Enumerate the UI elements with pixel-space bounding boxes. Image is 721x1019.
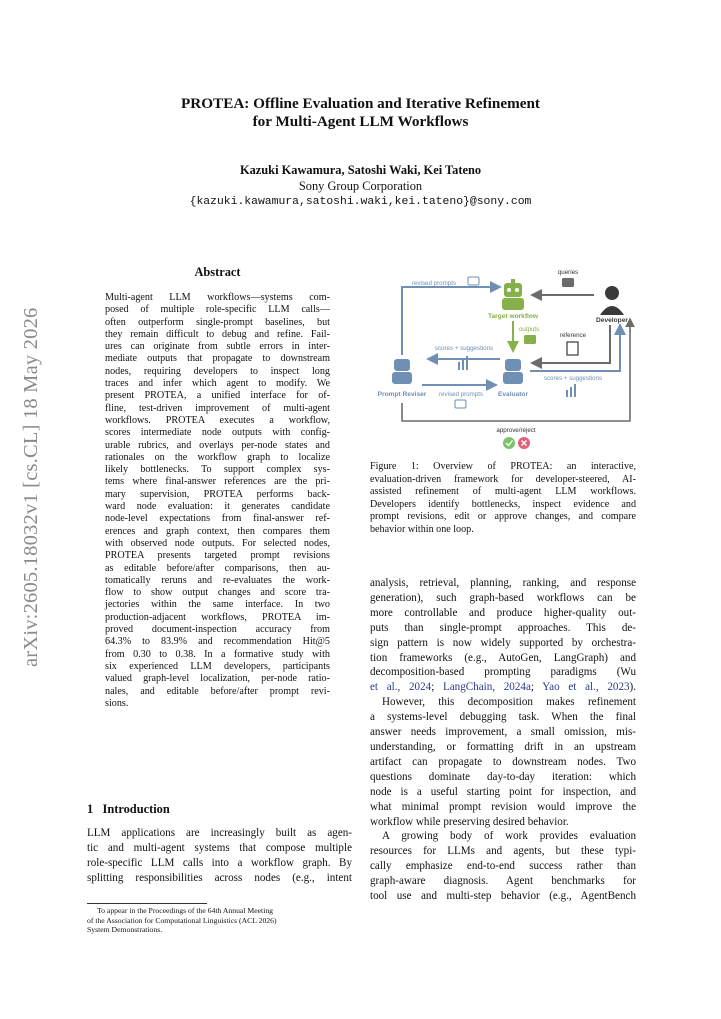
abstract-line: fline, test-driven improvement of multi-agent bbox=[105, 402, 330, 414]
body-line: tool use and multi-step behavior (e.g., AgentBench bbox=[370, 890, 636, 903]
right-column-body bbox=[370, 576, 636, 904]
outputs-label: outputs bbox=[518, 326, 540, 333]
abstract-line: nodes, requiring developers to inspect long bbox=[105, 365, 330, 377]
edge-developer-reference bbox=[532, 325, 610, 363]
abstract-heading: Abstract bbox=[194, 265, 241, 279]
body-line: more controllable and produce higher-quality out- bbox=[370, 606, 636, 619]
authors: Kazuki Kawamura, Satoshi Waki, Kei Tateno bbox=[239, 163, 482, 177]
abstract-line: as editable before/after comparisons, then au- bbox=[105, 562, 330, 574]
abstract-line: tems where final-answer references are the pri- bbox=[105, 476, 330, 488]
abstract-line: jectories within the same interface. In two bbox=[105, 599, 330, 611]
citation-separator: ; bbox=[431, 681, 443, 694]
abstract-line: they remain difficult to debug and refine. Fail- bbox=[105, 328, 330, 340]
revised-prompts-bottom-label: revised prompts bbox=[438, 391, 484, 398]
citation-separator: ; bbox=[530, 681, 543, 694]
abstract-line: erences and graph context, then compares them bbox=[105, 525, 330, 537]
approve-reject-label: approve/reject bbox=[496, 427, 536, 434]
target-workflow-label: Target workflow bbox=[487, 313, 539, 320]
body-line: analysis, retrieval, planning, ranking, and response bbox=[370, 577, 636, 589]
footnote-rule bbox=[87, 903, 207, 904]
abstract-line: from 0.30 to 0.38. In a formative study with bbox=[105, 648, 330, 660]
body-line: artifact can propagate to downstream nodes. Two bbox=[370, 755, 636, 768]
title-line-1: PROTEA: Offline Evaluation and Iterative Refinement bbox=[181, 95, 540, 112]
footnote-line: of the Association for Computational Linguistics (ACL 2026) bbox=[87, 915, 277, 925]
figure-1-diagram bbox=[368, 263, 640, 458]
body-line-text: decomposition-based prompting paradigms (Wu bbox=[370, 666, 636, 679]
abstract-line: PROTEA presents targeted prompt revisions bbox=[105, 550, 330, 562]
caption-line: Developers identify bottlenecks, inspect evidence and bbox=[370, 498, 636, 510]
introduction-body bbox=[87, 826, 352, 886]
citation-link[interactable]: et al., 2024 bbox=[370, 681, 432, 694]
body-line: A growing body of work provides evaluation bbox=[382, 830, 636, 843]
citation-end: ). bbox=[629, 681, 637, 694]
affiliation: Sony Group Corporation bbox=[298, 179, 423, 193]
abstract-line: valued graph-level localization, per-node ratio- bbox=[105, 673, 330, 685]
caption-line: Figure 1: Overview of PROTEA: an interactive, bbox=[370, 461, 636, 472]
section-number: 1 bbox=[87, 802, 94, 816]
body-line bbox=[370, 665, 636, 680]
body-line: workflow while preserving desired behavior. bbox=[370, 815, 569, 828]
abstract-line: traces and infer which agent to modify. We bbox=[105, 378, 330, 390]
evaluator-robot-icon bbox=[503, 359, 523, 384]
intro-line: splitting responsibilities across nodes (e.g., intent bbox=[87, 871, 352, 884]
caption-line: prompt revisions, edit or approve changes, and compare bbox=[370, 511, 636, 522]
revised-prompts-bottom-doc-icon bbox=[455, 400, 466, 408]
section-title: Introduction bbox=[102, 802, 170, 816]
author-emails: {kazuki.kawamura,satoshi.waki,kei.tateno}@sony.com bbox=[189, 196, 532, 208]
body-line: resources for LLMs and agents, but these typi- bbox=[370, 845, 636, 858]
abstract-line: six experienced LLM developers, participants bbox=[105, 660, 330, 672]
abstract-line: scores intermediate node outputs with config- bbox=[105, 427, 330, 439]
footnote-line: To appear in the Proceedings of the 64th Annual Meeting bbox=[97, 906, 274, 915]
abstract-line: posed of multiple role-specific LLM calls— bbox=[105, 304, 330, 316]
abstract-line: nales, and editable before/after prompt revi- bbox=[105, 685, 330, 697]
body-line: However, this decomposition makes refinement bbox=[382, 696, 636, 709]
approve-check-icon bbox=[503, 437, 515, 449]
body-line: understanding, or formatting drift in an upstream bbox=[370, 740, 636, 753]
bar-chart-icon-right bbox=[566, 384, 576, 397]
prompt-reviser-robot-icon bbox=[392, 359, 412, 384]
queries-chat-icon bbox=[562, 278, 574, 287]
abstract-line: proved document-inspection accuracy from bbox=[105, 624, 330, 636]
outputs-chat-icon bbox=[524, 335, 536, 344]
reference-document-icon bbox=[567, 342, 578, 355]
body-line: answer needs improvement, a small omission, mis- bbox=[370, 726, 636, 739]
footnote bbox=[87, 906, 352, 935]
caption-line: evaluation-driven framework for developer-steered, AI- bbox=[370, 473, 636, 485]
body-line: a systems-level debugging task. When the final bbox=[370, 711, 636, 724]
abstract-line: sions. bbox=[105, 697, 129, 709]
revised-prompts-doc-icon bbox=[468, 277, 479, 285]
intro-line: tic and multi-agent systems that compose multiple bbox=[87, 841, 352, 854]
abstract-line: rationales on the workflow graph to localize bbox=[105, 451, 330, 463]
abstract-line: tomatically reruns and re-evaluates the work- bbox=[105, 574, 330, 586]
prompt-reviser-label: Prompt Reviser bbox=[377, 391, 427, 398]
abstract-line: ward node evaluation: it generates candidate bbox=[105, 501, 330, 513]
abstract-line: flow to show output changes and score tra- bbox=[105, 587, 330, 599]
scores-suggestions-left-label: scores + suggestions bbox=[434, 345, 494, 352]
evaluator-label: Evaluator bbox=[497, 391, 529, 398]
abstract-line: ures can originate from subtle errors in inter- bbox=[105, 341, 330, 353]
paper-title bbox=[0, 95, 721, 131]
body-line: node is a useful starting point for inspection, and bbox=[370, 785, 636, 798]
caption-line: assisted refinement of multi-agent LLM workflows. bbox=[370, 486, 636, 497]
abstract-line: often outperform single-prompt baselines, but bbox=[105, 316, 330, 328]
abstract-line: urable rubrics, and overlays per-node states and bbox=[105, 439, 330, 451]
body-line: tion frameworks (e.g., AutoGen, LangGraph) and bbox=[370, 651, 636, 664]
abstract-line: Multi-agent LLM workflows—systems com- bbox=[105, 292, 330, 303]
abstract-line: present PROTEA, a unified interface for of- bbox=[105, 390, 330, 402]
abstract-body bbox=[105, 292, 330, 710]
citation-link[interactable]: Yao et al., 2023 bbox=[542, 681, 630, 694]
abstract-line: 64.3% to 83.9% and recommendation Hit@5 bbox=[105, 636, 330, 648]
body-line: cally emphasize end-to-end success rather than bbox=[370, 860, 636, 873]
footnote-line: System Demonstrations. bbox=[87, 925, 163, 935]
queries-label: queries bbox=[557, 269, 579, 276]
abstract-line: mary supervision, PROTEA performs back- bbox=[105, 488, 330, 500]
citation-line bbox=[370, 680, 636, 695]
intro-line: LLM applications are increasingly built as agen- bbox=[87, 827, 352, 839]
developer-person-icon bbox=[600, 286, 624, 315]
body-line: graph-aware diagnosis. Agent benchmarks for bbox=[370, 875, 636, 888]
abstract-line: workflows. PROTEA executes a workflow, bbox=[105, 414, 330, 426]
revised-prompts-top-label: revised prompts bbox=[411, 280, 457, 287]
workflow-diagram-svg bbox=[368, 263, 640, 458]
section-heading-introduction bbox=[87, 802, 170, 817]
abstract-line: mediate outputs that propagate to downstream bbox=[105, 353, 330, 365]
body-line: what minimal prompt revision would improve the bbox=[370, 800, 636, 813]
abstract-line: node-level expectations from final-answer ref- bbox=[105, 513, 330, 525]
body-line: puts than single-prompt approaches. This de- bbox=[370, 621, 636, 634]
body-line: sign pattern is now widely supported by orchestra- bbox=[370, 636, 636, 649]
developer-label: Developer bbox=[596, 317, 628, 324]
body-line: questions dominate day-to-day iteration: which bbox=[370, 770, 636, 783]
intro-line: role-specific LLM calls into a workflow graph. By bbox=[87, 856, 352, 869]
arxiv-identifier: arXiv:2605.18032v1 [cs.CL] 18 May 2026 bbox=[20, 307, 42, 667]
figure-1-caption bbox=[370, 461, 636, 536]
abstract-line: with observed node outputs. For selected nodes, bbox=[105, 537, 330, 549]
caption-line: behavior within one loop. bbox=[370, 523, 474, 535]
abstract-line: production-adjacent workflows, PROTEA im- bbox=[105, 611, 330, 623]
title-line-2: for Multi-Agent LLM Workflows bbox=[252, 113, 469, 130]
scores-suggestions-right-label: scores + suggestions bbox=[543, 375, 603, 382]
body-line: generation), such graph-based workflows can be bbox=[370, 591, 636, 604]
citation-link[interactable]: LangChain, 2024a bbox=[442, 681, 531, 694]
reference-label: reference bbox=[559, 332, 587, 339]
target-workflow-robot-icon bbox=[502, 279, 524, 310]
abstract-line: likely bottlenecks. To support complex sys- bbox=[105, 464, 330, 476]
